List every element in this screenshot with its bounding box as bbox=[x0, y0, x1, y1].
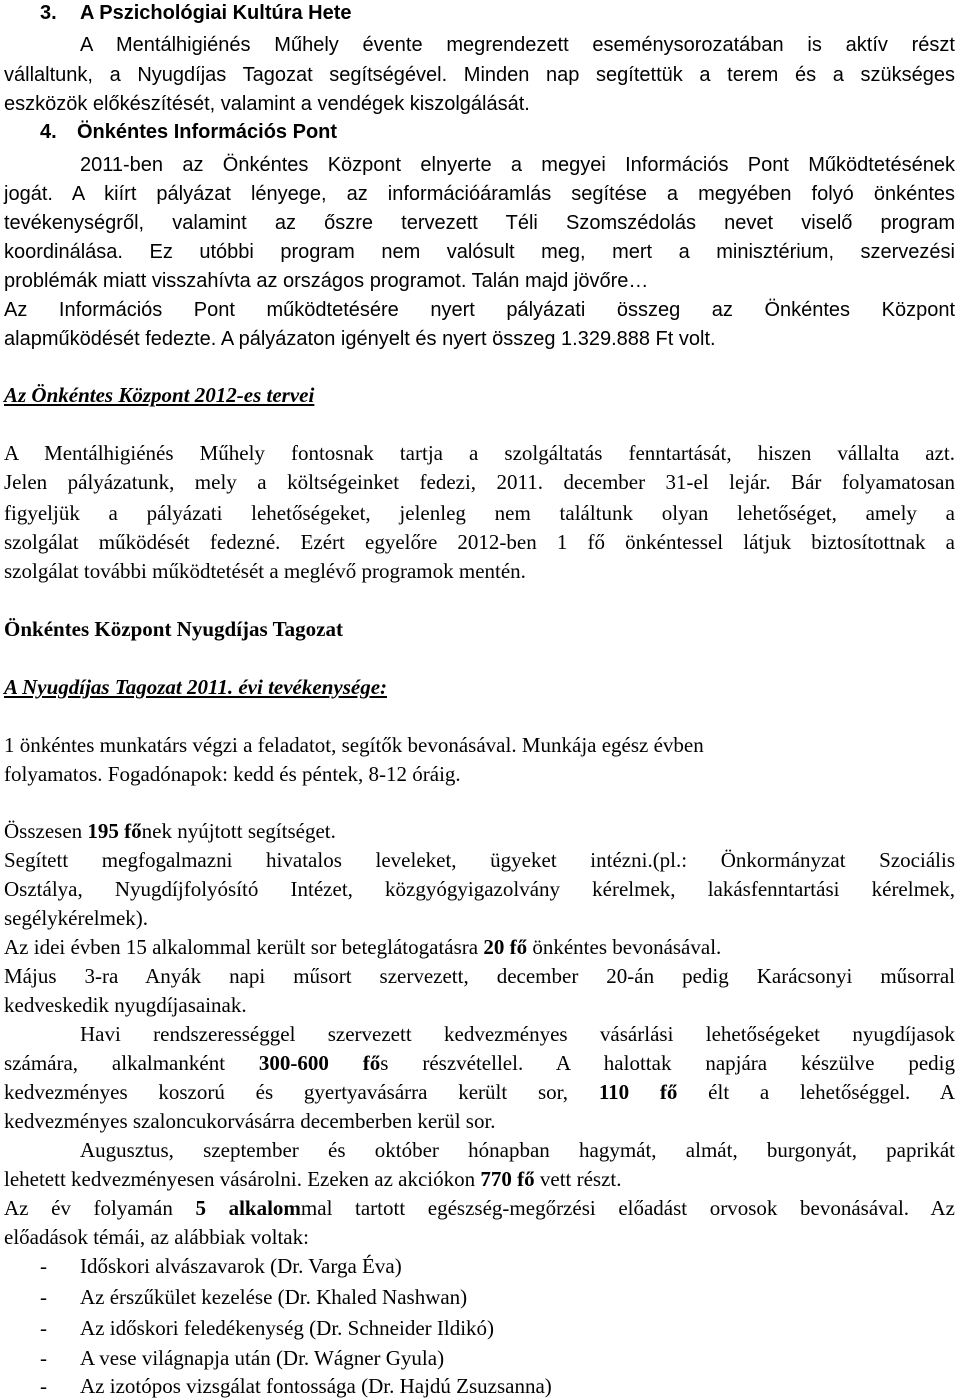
lecture-count: 5 alkalom bbox=[195, 1196, 301, 1220]
help-line: Osztálya, Nyugdíjfolyósító Intézet, közgyógyigazolvány kérelmek, lakásfenntartási kérelmek, bbox=[4, 877, 955, 901]
retiree-intro-line: 1 önkéntes munkatárs végzi a feladatot, segítők bevonásával. Munkája egész évben bbox=[4, 733, 704, 757]
shopping-post: s részvétellel. A halottak napjára készülve pedig bbox=[380, 1051, 956, 1075]
section-3-number: 3. bbox=[40, 2, 57, 24]
shopping-pre: számára, alkalmanként bbox=[4, 1051, 259, 1075]
section-4-line: Az Információs Pont működtetésére nyert pályázati összeg az Önkéntes Központ bbox=[4, 299, 955, 321]
visits-post: önkéntes bevonásával. bbox=[527, 935, 722, 959]
visits-line bbox=[4, 937, 721, 958]
visits-count: 20 fő bbox=[483, 935, 528, 959]
retiree-heading: Önkéntes Központ Nyugdíjas Tagozat bbox=[4, 617, 343, 641]
produce-line bbox=[4, 1169, 622, 1190]
section-4-line: 2011-ben az Önkéntes Központ elnyerte a megyei Információs Pont Működtetésének bbox=[80, 154, 955, 176]
may-line: Május 3-ra Anyák napi műsort szervezett, december 20-án pedig Karácsonyi műsorral bbox=[4, 964, 955, 988]
plans-heading: Az Önkéntes Központ 2012-es tervei bbox=[4, 383, 315, 407]
total-post: nek nyújtott segítséget. bbox=[141, 819, 336, 843]
section-3-line: vállaltunk, a Nyugdíjas Tagozat segítségével. Minden nap segítettük a terem és a szükséges bbox=[4, 64, 955, 86]
lecture-title: Az időskori feledékenység (Dr. Schneider Ildikó) bbox=[80, 1316, 495, 1340]
produce-post: vett részt. bbox=[534, 1167, 622, 1191]
help-line: Segített megfogalmazni hivatalos leveleket, ügyeket intézni.(pl.: Önkormányzat Szociális bbox=[4, 848, 955, 872]
produce-line: Augusztus, szeptember és október hónapban hagymát, almát, burgonyát, paprikát bbox=[80, 1138, 955, 1162]
wreath-line bbox=[4, 1082, 955, 1103]
retiree-intro-line: folyamatos. Fogadónapok: kedd és péntek, 8-12 óráig. bbox=[4, 762, 461, 786]
produce-pre: lehetett kedvezményesen vásárolni. Ezeken az akciókon bbox=[4, 1167, 481, 1191]
plans-line: A Mentálhigiénés Műhely fontosnak tartja a szolgáltatás fenntartását, hiszen vállalta azt. bbox=[4, 441, 955, 465]
visits-pre: Az idei évben 15 alkalommal került sor beteglátogatásra bbox=[4, 935, 484, 959]
lecture-pre: Az év folyamán bbox=[4, 1196, 196, 1220]
shopping-count: 300-600 fő bbox=[258, 1051, 381, 1075]
section-3-line: eszközök előkészítését, valamint a vendégek kiszolgálását. bbox=[4, 93, 530, 115]
lecture-intro-line: előadások témái, az alábbiak voltak: bbox=[4, 1225, 309, 1249]
produce-count: 770 fő bbox=[480, 1167, 535, 1191]
section-4-line: jogát. A kiírt pályázat lényege, az információáramlás segítése a megyében folyó önkéntes bbox=[4, 183, 955, 205]
plans-line: figyeljük a pályázati lehetőségeket, jelenleg nem találtunk olyan lehetőséget, amely a bbox=[4, 501, 955, 525]
candy-line: kedvezményes szaloncukorvásárra decemberben kerül sor. bbox=[4, 1109, 496, 1133]
may-line: kedveskedik nyugdíjasainak. bbox=[4, 993, 247, 1017]
section-4-line: alapműködését fedezte. A pályázaton igényelt és nyert összeg 1.329.888 Ft volt. bbox=[4, 328, 716, 350]
wreath-count: 110 fő bbox=[598, 1080, 678, 1104]
total-help-line bbox=[4, 821, 336, 842]
section-4-line: koordinálása. Ez utóbbi program nem valósult meg, mert a minisztérium, szervezési bbox=[4, 241, 955, 263]
lecture-title: Időskori alvászavarok (Dr. Varga Éva) bbox=[80, 1254, 402, 1278]
section-3-title: A Pszichológiai Kultúra Hete bbox=[80, 2, 352, 24]
lecture-intro-line bbox=[4, 1198, 955, 1219]
plans-line: Jelen pályázatunk, mely a költségeinket fedezi, 2011. december 31-el lejár. Bár folyamatosan bbox=[4, 470, 955, 494]
bullet-dash: - bbox=[40, 1316, 47, 1340]
wreath-pre: kedvezményes koszorú és gyertyavásárra került sor, bbox=[4, 1080, 599, 1104]
bullet-dash: - bbox=[40, 1374, 47, 1398]
lecture-title: A vese világnapja után (Dr. Wágner Gyula) bbox=[80, 1346, 445, 1370]
lecture-title: Az érszűkület kezelése (Dr. Khaled Nashwan) bbox=[80, 1285, 468, 1309]
help-line: segélykérelmek). bbox=[4, 906, 149, 930]
wreath-post: élt a lehetőséggel. A bbox=[677, 1080, 955, 1104]
section-4-title: Önkéntes Információs Pont bbox=[77, 121, 338, 143]
shopping-line: Havi rendszerességgel szervezett kedvezményes vásárlási lehetőségeket nyugdíjasok bbox=[80, 1022, 955, 1046]
bullet-dash: - bbox=[40, 1285, 47, 1309]
bullet-dash: - bbox=[40, 1254, 47, 1278]
total-pre: Összesen bbox=[4, 819, 88, 843]
section-4-line: tevékenységről, valamint az őszre tervezett Téli Szomszédolás nevet viselő program bbox=[4, 212, 955, 234]
section-4-line: problémák miatt visszahívta az országos programot. Talán majd jövőre… bbox=[4, 270, 649, 292]
total-count: 195 fő bbox=[87, 819, 142, 843]
lecture-post: mal tartott egészség-megőrzési előadást orvosok bevonásával. Az bbox=[300, 1196, 955, 1220]
shopping-line bbox=[4, 1053, 955, 1074]
plans-line: szolgálat működését fedezné. Ezért egyelőre 2012-ben 1 fő önkéntessel látjuk biztosítottnak a bbox=[4, 530, 955, 554]
section-4-number: 4. bbox=[40, 121, 57, 143]
section-3-line: A Mentálhigiénés Műhely évente megrendezett eseménysorozatában is aktív részt bbox=[80, 34, 955, 56]
bullet-dash: - bbox=[40, 1346, 47, 1370]
retiree-subheading: A Nyugdíjas Tagozat 2011. évi tevékenysége: bbox=[4, 675, 388, 699]
lecture-title: Az izotópos vizsgálat fontossága (Dr. Hajdú Zsuzsanna) bbox=[80, 1374, 552, 1398]
plans-line: szolgálat további működtetését a meglévő programok mentén. bbox=[4, 559, 526, 583]
